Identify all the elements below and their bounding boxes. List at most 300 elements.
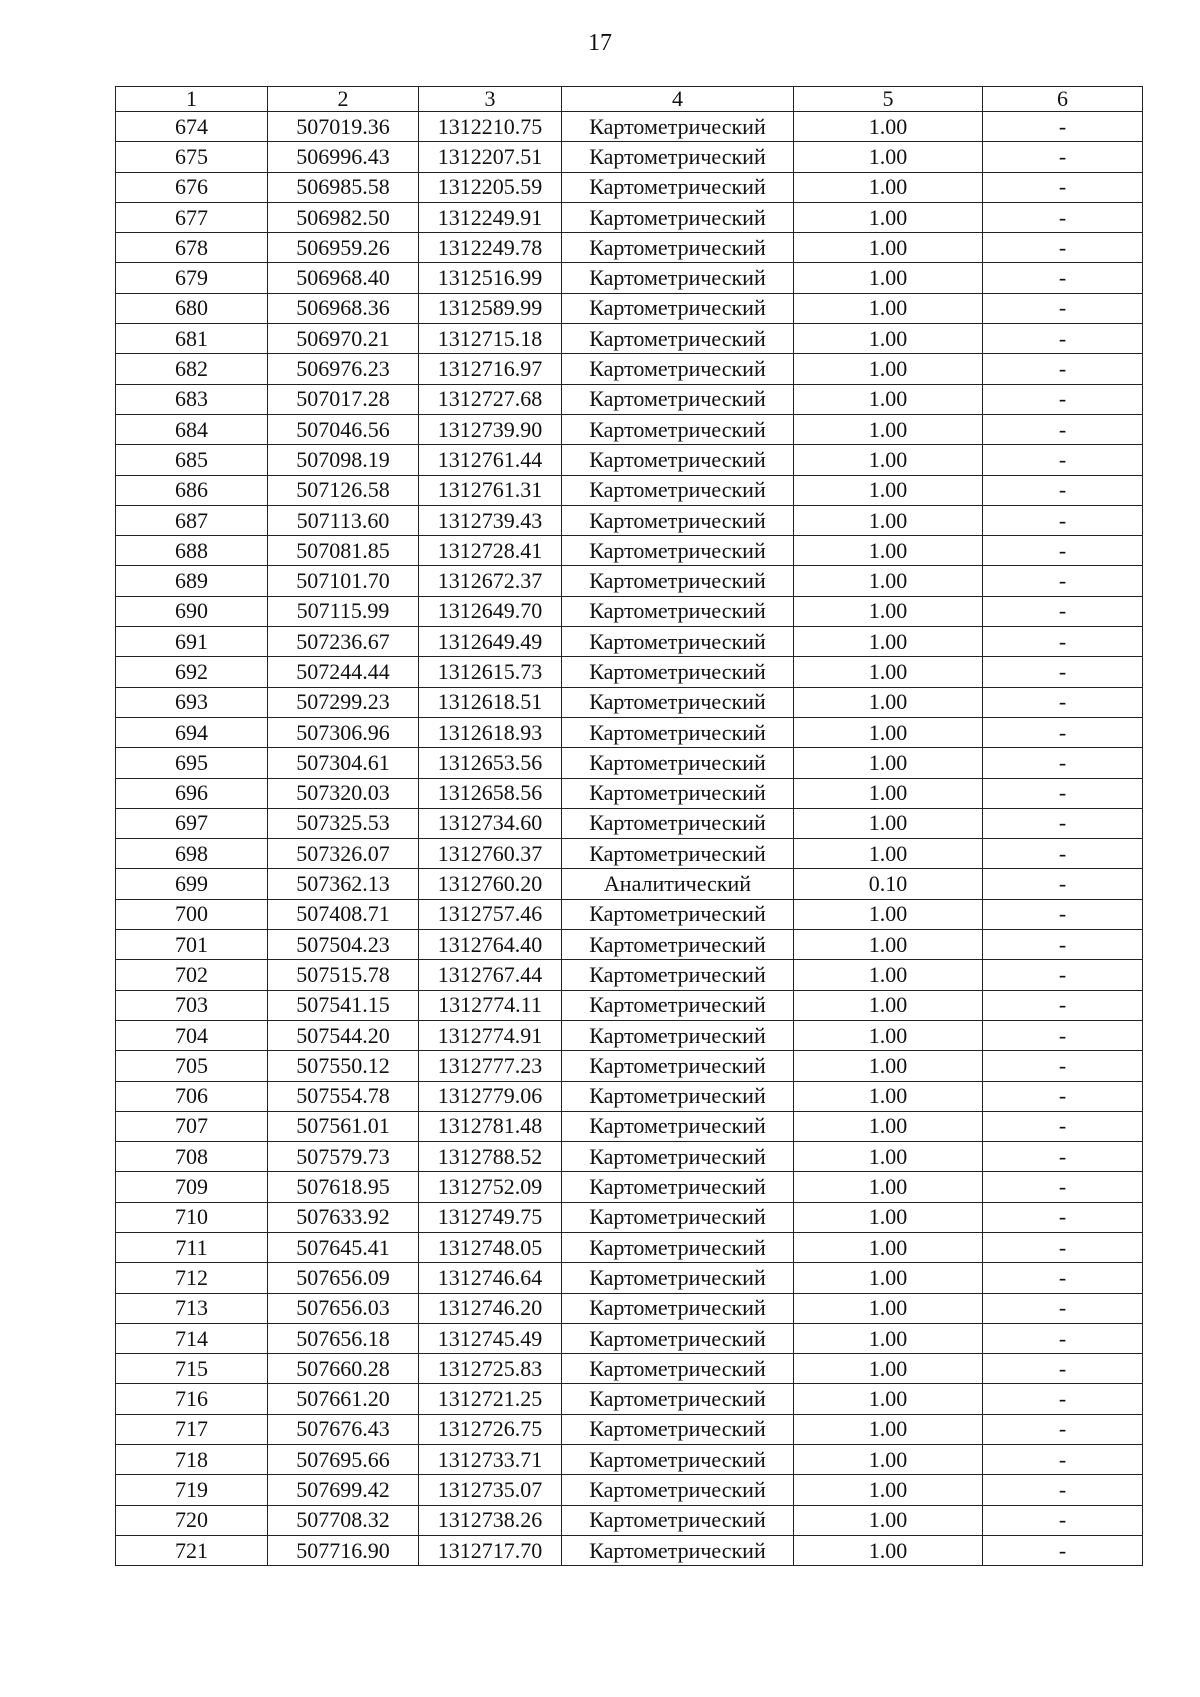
x-coordinate-cell: 507046.56 xyxy=(268,414,419,444)
note-cell: - xyxy=(983,1535,1143,1565)
table-body xyxy=(116,112,1143,1566)
accuracy-cell: 1.00 xyxy=(794,808,983,838)
accuracy-cell: 1.00 xyxy=(794,1535,983,1565)
method-cell: Картометрический xyxy=(562,748,794,778)
x-coordinate-cell: 507115.99 xyxy=(268,596,419,626)
table-row xyxy=(116,1111,1143,1141)
y-coordinate-cell: 1312658.56 xyxy=(419,778,562,808)
point-number-cell: 707 xyxy=(116,1111,268,1141)
method-cell: Картометрический xyxy=(562,505,794,535)
y-coordinate-cell: 1312774.11 xyxy=(419,990,562,1020)
y-coordinate-cell: 1312615.73 xyxy=(419,657,562,687)
table-row xyxy=(116,930,1143,960)
y-coordinate-cell: 1312734.60 xyxy=(419,808,562,838)
y-coordinate-cell: 1312728.41 xyxy=(419,536,562,566)
table-row xyxy=(116,1172,1143,1202)
x-coordinate-cell: 506982.50 xyxy=(268,202,419,232)
method-cell: Картометрический xyxy=(562,1505,794,1535)
y-coordinate-cell: 1312746.20 xyxy=(419,1293,562,1323)
note-cell: - xyxy=(983,1414,1143,1444)
y-coordinate-cell: 1312725.83 xyxy=(419,1354,562,1384)
x-coordinate-cell: 507579.73 xyxy=(268,1142,419,1172)
x-coordinate-cell: 507656.03 xyxy=(268,1293,419,1323)
y-coordinate-cell: 1312717.70 xyxy=(419,1535,562,1565)
y-coordinate-cell: 1312745.49 xyxy=(419,1323,562,1353)
method-cell: Картометрический xyxy=(562,990,794,1020)
point-number-cell: 704 xyxy=(116,1020,268,1050)
method-cell: Картометрический xyxy=(562,1172,794,1202)
method-cell: Картометрический xyxy=(562,596,794,626)
x-coordinate-cell: 507515.78 xyxy=(268,960,419,990)
point-number-cell: 719 xyxy=(116,1475,268,1505)
x-coordinate-cell: 507098.19 xyxy=(268,445,419,475)
accuracy-cell: 1.00 xyxy=(794,1475,983,1505)
point-number-cell: 720 xyxy=(116,1505,268,1535)
y-coordinate-cell: 1312727.68 xyxy=(419,384,562,414)
note-cell: - xyxy=(983,324,1143,354)
column-header: 5 xyxy=(794,87,983,112)
note-cell: - xyxy=(983,627,1143,657)
note-cell: - xyxy=(983,202,1143,232)
point-number-cell: 676 xyxy=(116,172,268,202)
table-header-row xyxy=(116,87,1143,112)
x-coordinate-cell: 507544.20 xyxy=(268,1020,419,1050)
point-number-cell: 691 xyxy=(116,627,268,657)
y-coordinate-cell: 1312249.78 xyxy=(419,233,562,263)
accuracy-cell: 1.00 xyxy=(794,1232,983,1262)
table-row xyxy=(116,596,1143,626)
point-number-cell: 679 xyxy=(116,263,268,293)
point-number-cell: 721 xyxy=(116,1535,268,1565)
x-coordinate-cell: 507554.78 xyxy=(268,1081,419,1111)
point-number-cell: 714 xyxy=(116,1323,268,1353)
accuracy-cell: 1.00 xyxy=(794,717,983,747)
note-cell: - xyxy=(983,1020,1143,1050)
x-coordinate-cell: 507113.60 xyxy=(268,505,419,535)
point-number-cell: 682 xyxy=(116,354,268,384)
x-coordinate-cell: 507699.42 xyxy=(268,1475,419,1505)
point-number-cell: 688 xyxy=(116,536,268,566)
point-number-cell: 702 xyxy=(116,960,268,990)
column-header: 2 xyxy=(268,87,419,112)
x-coordinate-cell: 507656.18 xyxy=(268,1323,419,1353)
note-cell: - xyxy=(983,1172,1143,1202)
method-cell: Картометрический xyxy=(562,293,794,323)
method-cell: Картометрический xyxy=(562,1263,794,1293)
table-row xyxy=(116,172,1143,202)
accuracy-cell: 1.00 xyxy=(794,1081,983,1111)
y-coordinate-cell: 1312748.05 xyxy=(419,1232,562,1262)
accuracy-cell: 1.00 xyxy=(794,384,983,414)
method-cell: Аналитический xyxy=(562,869,794,899)
table-row xyxy=(116,839,1143,869)
note-cell: - xyxy=(983,1142,1143,1172)
method-cell: Картометрический xyxy=(562,263,794,293)
method-cell: Картометрический xyxy=(562,1475,794,1505)
table-row xyxy=(116,233,1143,263)
table-row xyxy=(116,627,1143,657)
method-cell: Картометрический xyxy=(562,536,794,566)
table-row xyxy=(116,1384,1143,1414)
accuracy-cell: 1.00 xyxy=(794,1384,983,1414)
method-cell: Картометрический xyxy=(562,172,794,202)
x-coordinate-cell: 507326.07 xyxy=(268,839,419,869)
note-cell: - xyxy=(983,1111,1143,1141)
y-coordinate-cell: 1312764.40 xyxy=(419,930,562,960)
note-cell: - xyxy=(983,293,1143,323)
point-number-cell: 699 xyxy=(116,869,268,899)
table-row xyxy=(116,1142,1143,1172)
table-row xyxy=(116,990,1143,1020)
note-cell: - xyxy=(983,717,1143,747)
x-coordinate-cell: 507633.92 xyxy=(268,1202,419,1232)
table-row xyxy=(116,1293,1143,1323)
column-header: 3 xyxy=(419,87,562,112)
y-coordinate-cell: 1312757.46 xyxy=(419,899,562,929)
method-cell: Картометрический xyxy=(562,384,794,414)
point-number-cell: 710 xyxy=(116,1202,268,1232)
note-cell: - xyxy=(983,1202,1143,1232)
accuracy-cell: 1.00 xyxy=(794,112,983,142)
table-row xyxy=(116,1475,1143,1505)
note-cell: - xyxy=(983,899,1143,929)
method-cell: Картометрический xyxy=(562,1445,794,1475)
method-cell: Картометрический xyxy=(562,445,794,475)
point-number-cell: 675 xyxy=(116,142,268,172)
x-coordinate-cell: 507541.15 xyxy=(268,990,419,1020)
x-coordinate-cell: 507695.66 xyxy=(268,1445,419,1475)
table-row xyxy=(116,354,1143,384)
table-row xyxy=(116,445,1143,475)
note-cell: - xyxy=(983,657,1143,687)
table-row xyxy=(116,1051,1143,1081)
accuracy-cell: 1.00 xyxy=(794,172,983,202)
note-cell: - xyxy=(983,869,1143,899)
table-row xyxy=(116,112,1143,142)
accuracy-cell: 0.10 xyxy=(794,869,983,899)
note-cell: - xyxy=(983,1081,1143,1111)
accuracy-cell: 1.00 xyxy=(794,657,983,687)
note-cell: - xyxy=(983,233,1143,263)
table-row xyxy=(116,536,1143,566)
point-number-cell: 695 xyxy=(116,748,268,778)
note-cell: - xyxy=(983,1323,1143,1353)
accuracy-cell: 1.00 xyxy=(794,233,983,263)
method-cell: Картометрический xyxy=(562,1202,794,1232)
y-coordinate-cell: 1312760.37 xyxy=(419,839,562,869)
method-cell: Картометрический xyxy=(562,1142,794,1172)
accuracy-cell: 1.00 xyxy=(794,990,983,1020)
table-row xyxy=(116,778,1143,808)
method-cell: Картометрический xyxy=(562,1414,794,1444)
column-header: 1 xyxy=(116,87,268,112)
accuracy-cell: 1.00 xyxy=(794,1505,983,1535)
point-number-cell: 683 xyxy=(116,384,268,414)
table-row xyxy=(116,202,1143,232)
point-number-cell: 718 xyxy=(116,1445,268,1475)
accuracy-cell: 1.00 xyxy=(794,1020,983,1050)
point-number-cell: 689 xyxy=(116,566,268,596)
y-coordinate-cell: 1312760.20 xyxy=(419,869,562,899)
x-coordinate-cell: 507676.43 xyxy=(268,1414,419,1444)
x-coordinate-cell: 507504.23 xyxy=(268,930,419,960)
x-coordinate-cell: 507306.96 xyxy=(268,717,419,747)
x-coordinate-cell: 506959.26 xyxy=(268,233,419,263)
x-coordinate-cell: 507244.44 xyxy=(268,657,419,687)
point-number-cell: 712 xyxy=(116,1263,268,1293)
table-row xyxy=(116,414,1143,444)
y-coordinate-cell: 1312649.70 xyxy=(419,596,562,626)
table-row xyxy=(116,1232,1143,1262)
table-row xyxy=(116,960,1143,990)
method-cell: Картометрический xyxy=(562,657,794,687)
note-cell: - xyxy=(983,1232,1143,1262)
method-cell: Картометрический xyxy=(562,414,794,444)
y-coordinate-cell: 1312649.49 xyxy=(419,627,562,657)
method-cell: Картометрический xyxy=(562,717,794,747)
table-row xyxy=(116,1020,1143,1050)
method-cell: Картометрический xyxy=(562,1232,794,1262)
x-coordinate-cell: 507716.90 xyxy=(268,1535,419,1565)
x-coordinate-cell: 506970.21 xyxy=(268,324,419,354)
note-cell: - xyxy=(983,1354,1143,1384)
table-row xyxy=(116,324,1143,354)
method-cell: Картометрический xyxy=(562,202,794,232)
note-cell: - xyxy=(983,384,1143,414)
note-cell: - xyxy=(983,112,1143,142)
x-coordinate-cell: 507408.71 xyxy=(268,899,419,929)
accuracy-cell: 1.00 xyxy=(794,1414,983,1444)
y-coordinate-cell: 1312205.59 xyxy=(419,172,562,202)
method-cell: Картометрический xyxy=(562,899,794,929)
y-coordinate-cell: 1312715.18 xyxy=(419,324,562,354)
x-coordinate-cell: 506976.23 xyxy=(268,354,419,384)
accuracy-cell: 1.00 xyxy=(794,1445,983,1475)
point-number-cell: 713 xyxy=(116,1293,268,1323)
point-number-cell: 703 xyxy=(116,990,268,1020)
method-cell: Картометрический xyxy=(562,112,794,142)
y-coordinate-cell: 1312739.43 xyxy=(419,505,562,535)
note-cell: - xyxy=(983,263,1143,293)
note-cell: - xyxy=(983,1384,1143,1414)
method-cell: Картометрический xyxy=(562,354,794,384)
x-coordinate-cell: 507320.03 xyxy=(268,778,419,808)
accuracy-cell: 1.00 xyxy=(794,1172,983,1202)
table-row xyxy=(116,1354,1143,1384)
y-coordinate-cell: 1312210.75 xyxy=(419,112,562,142)
note-cell: - xyxy=(983,1293,1143,1323)
table-row xyxy=(116,1323,1143,1353)
y-coordinate-cell: 1312746.64 xyxy=(419,1263,562,1293)
method-cell: Картометрический xyxy=(562,839,794,869)
table-row xyxy=(116,293,1143,323)
x-coordinate-cell: 507660.28 xyxy=(268,1354,419,1384)
method-cell: Картометрический xyxy=(562,930,794,960)
accuracy-cell: 1.00 xyxy=(794,596,983,626)
point-number-cell: 697 xyxy=(116,808,268,838)
point-number-cell: 693 xyxy=(116,687,268,717)
point-number-cell: 705 xyxy=(116,1051,268,1081)
accuracy-cell: 1.00 xyxy=(794,748,983,778)
accuracy-cell: 1.00 xyxy=(794,1202,983,1232)
x-coordinate-cell: 506996.43 xyxy=(268,142,419,172)
accuracy-cell: 1.00 xyxy=(794,293,983,323)
note-cell: - xyxy=(983,536,1143,566)
table-row xyxy=(116,566,1143,596)
page-number: 17 xyxy=(588,30,612,56)
table-row xyxy=(116,1535,1143,1565)
method-cell: Картометрический xyxy=(562,687,794,717)
point-number-cell: 674 xyxy=(116,112,268,142)
point-number-cell: 684 xyxy=(116,414,268,444)
x-coordinate-cell: 507299.23 xyxy=(268,687,419,717)
x-coordinate-cell: 507304.61 xyxy=(268,748,419,778)
accuracy-cell: 1.00 xyxy=(794,839,983,869)
x-coordinate-cell: 507708.32 xyxy=(268,1505,419,1535)
method-cell: Картометрический xyxy=(562,1020,794,1050)
point-number-cell: 701 xyxy=(116,930,268,960)
y-coordinate-cell: 1312779.06 xyxy=(419,1081,562,1111)
table-row xyxy=(116,1505,1143,1535)
point-number-cell: 709 xyxy=(116,1172,268,1202)
point-number-cell: 681 xyxy=(116,324,268,354)
note-cell: - xyxy=(983,778,1143,808)
point-number-cell: 698 xyxy=(116,839,268,869)
method-cell: Картометрический xyxy=(562,1384,794,1414)
x-coordinate-cell: 506985.58 xyxy=(268,172,419,202)
point-number-cell: 686 xyxy=(116,475,268,505)
x-coordinate-cell: 507656.09 xyxy=(268,1263,419,1293)
method-cell: Картометрический xyxy=(562,233,794,263)
method-cell: Картометрический xyxy=(562,1293,794,1323)
x-coordinate-cell: 507101.70 xyxy=(268,566,419,596)
note-cell: - xyxy=(983,596,1143,626)
x-coordinate-cell: 506968.36 xyxy=(268,293,419,323)
accuracy-cell: 1.00 xyxy=(794,687,983,717)
y-coordinate-cell: 1312618.93 xyxy=(419,717,562,747)
y-coordinate-cell: 1312207.51 xyxy=(419,142,562,172)
note-cell: - xyxy=(983,475,1143,505)
note-cell: - xyxy=(983,839,1143,869)
method-cell: Картометрический xyxy=(562,1535,794,1565)
note-cell: - xyxy=(983,1475,1143,1505)
note-cell: - xyxy=(983,748,1143,778)
table-row xyxy=(116,475,1143,505)
x-coordinate-cell: 506968.40 xyxy=(268,263,419,293)
point-number-cell: 677 xyxy=(116,202,268,232)
table-row xyxy=(116,505,1143,535)
note-cell: - xyxy=(983,990,1143,1020)
note-cell: - xyxy=(983,172,1143,202)
accuracy-cell: 1.00 xyxy=(794,505,983,535)
y-coordinate-cell: 1312589.99 xyxy=(419,293,562,323)
accuracy-cell: 1.00 xyxy=(794,930,983,960)
accuracy-cell: 1.00 xyxy=(794,202,983,232)
table-row xyxy=(116,1445,1143,1475)
note-cell: - xyxy=(983,505,1143,535)
point-number-cell: 711 xyxy=(116,1232,268,1262)
table-row xyxy=(116,263,1143,293)
y-coordinate-cell: 1312761.44 xyxy=(419,445,562,475)
y-coordinate-cell: 1312721.25 xyxy=(419,1384,562,1414)
y-coordinate-cell: 1312735.07 xyxy=(419,1475,562,1505)
accuracy-cell: 1.00 xyxy=(794,142,983,172)
note-cell: - xyxy=(983,960,1143,990)
accuracy-cell: 1.00 xyxy=(794,1111,983,1141)
accuracy-cell: 1.00 xyxy=(794,1051,983,1081)
point-number-cell: 716 xyxy=(116,1384,268,1414)
method-cell: Картометрический xyxy=(562,808,794,838)
note-cell: - xyxy=(983,1263,1143,1293)
table-row xyxy=(116,899,1143,929)
column-header: 6 xyxy=(983,87,1143,112)
x-coordinate-cell: 507618.95 xyxy=(268,1172,419,1202)
column-header: 4 xyxy=(562,87,794,112)
point-number-cell: 687 xyxy=(116,505,268,535)
note-cell: - xyxy=(983,414,1143,444)
table-row xyxy=(116,1081,1143,1111)
method-cell: Картометрический xyxy=(562,1051,794,1081)
x-coordinate-cell: 507362.13 xyxy=(268,869,419,899)
table-row xyxy=(116,657,1143,687)
method-cell: Картометрический xyxy=(562,566,794,596)
note-cell: - xyxy=(983,808,1143,838)
table-row xyxy=(116,384,1143,414)
method-cell: Картометрический xyxy=(562,1111,794,1141)
accuracy-cell: 1.00 xyxy=(794,960,983,990)
accuracy-cell: 1.00 xyxy=(794,354,983,384)
accuracy-cell: 1.00 xyxy=(794,1142,983,1172)
x-coordinate-cell: 507236.67 xyxy=(268,627,419,657)
point-number-cell: 680 xyxy=(116,293,268,323)
y-coordinate-cell: 1312739.90 xyxy=(419,414,562,444)
x-coordinate-cell: 507561.01 xyxy=(268,1111,419,1141)
note-cell: - xyxy=(983,445,1143,475)
accuracy-cell: 1.00 xyxy=(794,445,983,475)
method-cell: Картометрический xyxy=(562,1354,794,1384)
table-row xyxy=(116,1263,1143,1293)
table-row xyxy=(116,1414,1143,1444)
y-coordinate-cell: 1312726.75 xyxy=(419,1414,562,1444)
y-coordinate-cell: 1312767.44 xyxy=(419,960,562,990)
table-row xyxy=(116,142,1143,172)
y-coordinate-cell: 1312749.75 xyxy=(419,1202,562,1232)
accuracy-cell: 1.00 xyxy=(794,324,983,354)
y-coordinate-cell: 1312781.48 xyxy=(419,1111,562,1141)
table-row xyxy=(116,717,1143,747)
method-cell: Картометрический xyxy=(562,1323,794,1353)
x-coordinate-cell: 507017.28 xyxy=(268,384,419,414)
y-coordinate-cell: 1312777.23 xyxy=(419,1051,562,1081)
accuracy-cell: 1.00 xyxy=(794,1263,983,1293)
method-cell: Картометрический xyxy=(562,142,794,172)
note-cell: - xyxy=(983,1505,1143,1535)
y-coordinate-cell: 1312672.37 xyxy=(419,566,562,596)
y-coordinate-cell: 1312761.31 xyxy=(419,475,562,505)
accuracy-cell: 1.00 xyxy=(794,1293,983,1323)
accuracy-cell: 1.00 xyxy=(794,627,983,657)
note-cell: - xyxy=(983,687,1143,717)
method-cell: Картометрический xyxy=(562,324,794,354)
point-number-cell: 717 xyxy=(116,1414,268,1444)
note-cell: - xyxy=(983,930,1143,960)
table-row xyxy=(116,748,1143,778)
note-cell: - xyxy=(983,566,1143,596)
accuracy-cell: 1.00 xyxy=(794,778,983,808)
y-coordinate-cell: 1312249.91 xyxy=(419,202,562,232)
note-cell: - xyxy=(983,1051,1143,1081)
accuracy-cell: 1.00 xyxy=(794,1323,983,1353)
